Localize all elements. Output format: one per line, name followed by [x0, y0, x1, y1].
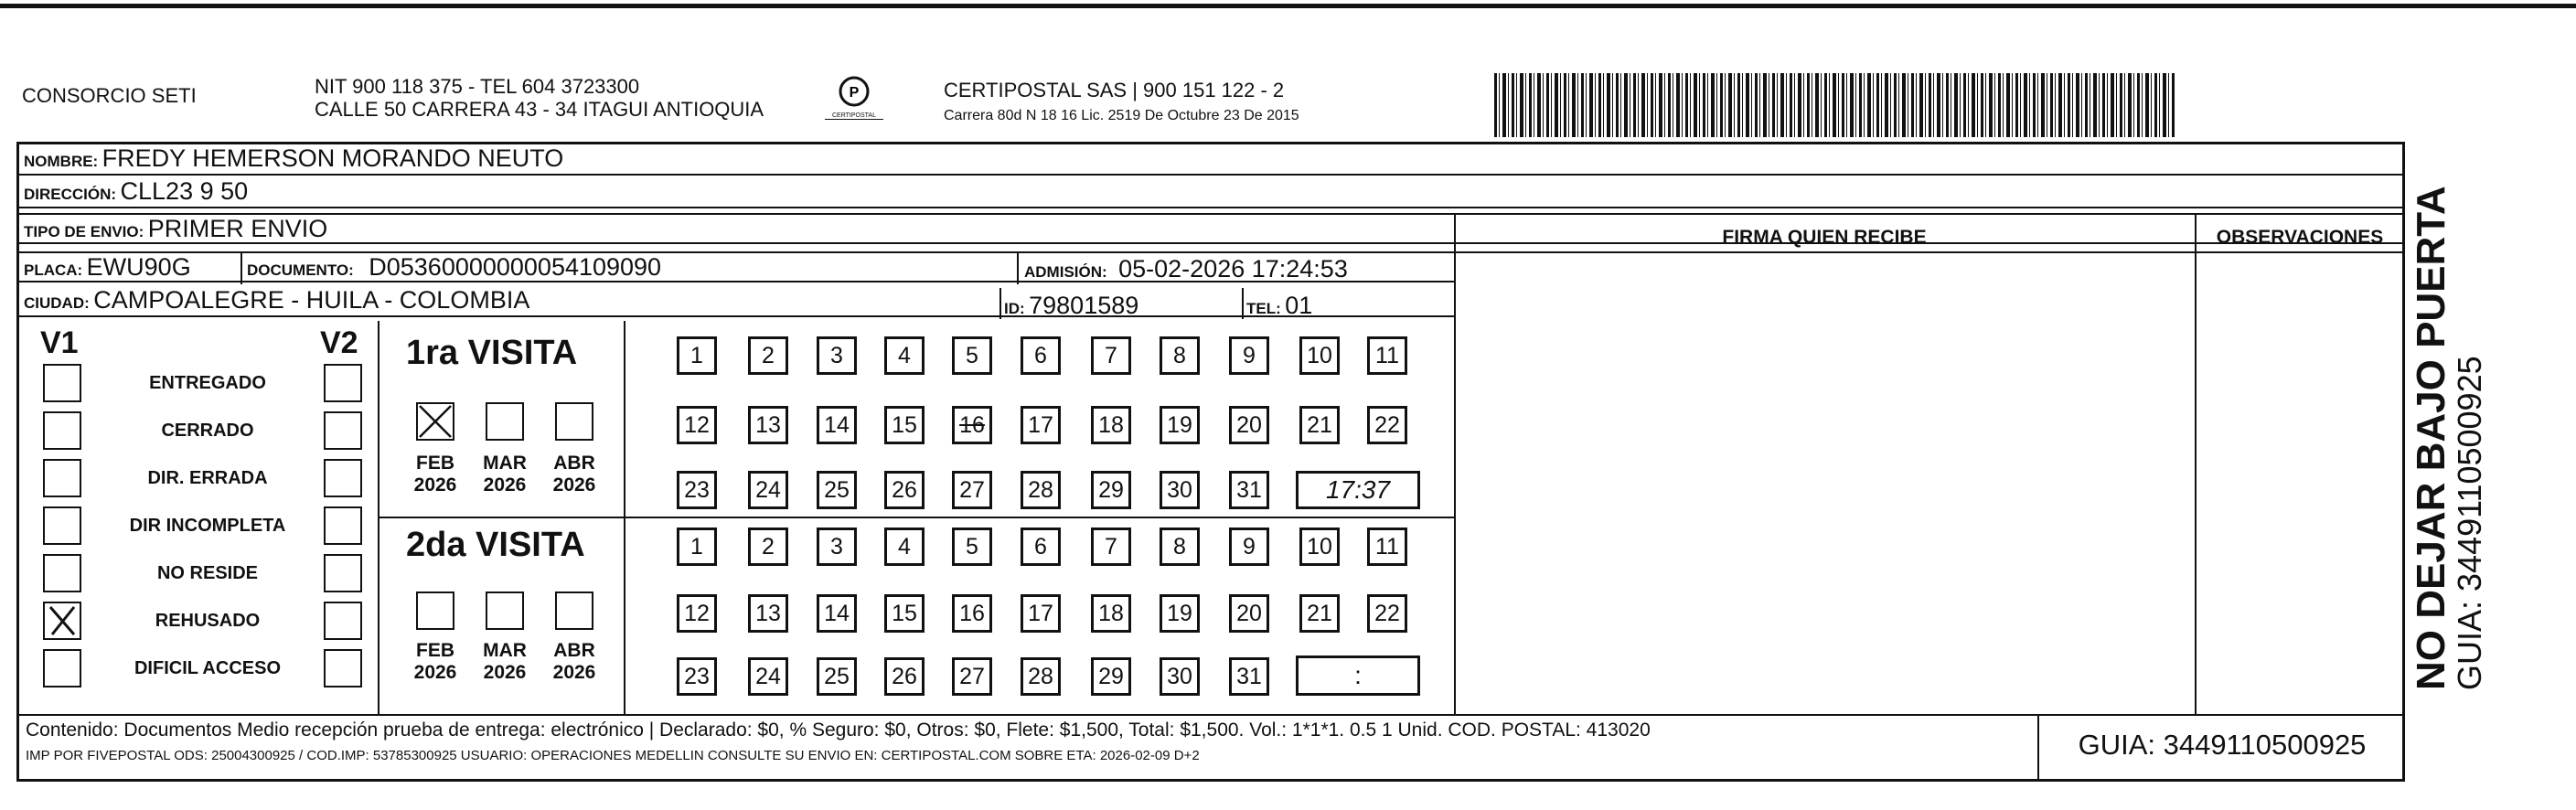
day-box[interactable]: 23 [677, 657, 717, 696]
placa-divider [240, 253, 242, 284]
day-box[interactable]: 8 [1160, 336, 1200, 375]
admision-value: 05-02-2026 17:24:53 [1118, 255, 1348, 282]
v2-checkbox[interactable] [324, 411, 362, 450]
certi-line-2: Carrera 80d N 18 16 Lic. 2519 De Octubre 23 De 2015 [944, 108, 1299, 123]
tipo-label: TIPO DE ENVIO: [24, 223, 144, 240]
day-box[interactable]: 18 [1091, 594, 1131, 633]
month-label [547, 453, 602, 496]
month-year: 2026 [483, 662, 527, 683]
day-box[interactable]: 29 [1091, 471, 1131, 509]
row-ciudad [16, 286, 1454, 317]
status-divider [378, 321, 379, 716]
documento-value: D05360000000054109090 [369, 253, 662, 281]
day-box[interactable]: 27 [952, 471, 992, 509]
day-box[interactable]: 17 [1021, 406, 1061, 444]
ciudad-value: CAMPOALEGRE - HUILA - COLOMBIA [93, 286, 530, 314]
day-box[interactable]: 16 [952, 406, 992, 444]
month-year: 2026 [483, 474, 527, 496]
nit-line-2: CALLE 50 CARRERA 43 - 34 ITAGUI ANTIOQUIA [315, 98, 764, 121]
month-checkbox[interactable] [486, 592, 524, 630]
day-box[interactable]: 2 [748, 528, 788, 566]
day-box[interactable]: 31 [1229, 471, 1269, 509]
day-box[interactable]: 23 [677, 471, 717, 509]
months-divider [624, 321, 625, 716]
day-box[interactable]: 3 [817, 336, 857, 375]
v2-checkbox[interactable] [324, 364, 362, 402]
barcode [1494, 73, 2176, 137]
tipo-value: PRIMER ENVIO [147, 215, 328, 242]
status-label: REHUSADO [155, 611, 261, 631]
month-checkbox[interactable] [416, 592, 454, 630]
svg-text:P: P [849, 85, 860, 101]
month-label [408, 640, 463, 684]
admision-field [1024, 255, 1348, 283]
month-year: 2026 [552, 662, 596, 683]
top-border [0, 4, 2576, 8]
direccion-value: CLL23 9 50 [120, 177, 249, 205]
day-box[interactable]: 12 [677, 406, 717, 444]
month-name: FEB [416, 453, 454, 474]
v2-checkbox[interactable] [324, 459, 362, 497]
id-value: 79801589 [1029, 292, 1139, 319]
month-name: FEB [416, 640, 454, 661]
firma-column-divider [1454, 215, 1456, 716]
month-label [547, 640, 602, 684]
side-line-1: NO DEJAR BAJO PUERTA [2409, 186, 2453, 690]
footer-guia: GUIA: 3449110500925 [2078, 729, 2367, 761]
day-box[interactable]: 24 [748, 471, 788, 509]
certi-line-1: CERTIPOSTAL SAS | 900 151 122 - 2 [944, 79, 1285, 101]
day-box[interactable]: 20 [1229, 406, 1269, 444]
status-label: DIR INCOMPLETA [129, 516, 286, 536]
month-name: MAR [483, 640, 527, 661]
admision-divider [1017, 253, 1019, 284]
month-checkbox[interactable] [555, 592, 593, 630]
day-box[interactable]: 8 [1160, 528, 1200, 566]
month-name: ABR [553, 453, 595, 474]
tel-divider [1242, 288, 1244, 319]
day-box[interactable]: 13 [748, 406, 788, 444]
second-visit-title: 2da VISITA [406, 526, 585, 564]
v2-checkbox[interactable] [324, 649, 362, 687]
day-box[interactable]: 5 [952, 528, 992, 566]
day-box[interactable]: 6 [1021, 336, 1061, 375]
id-label: ID: [1004, 300, 1025, 317]
status-label: ENTREGADO [149, 373, 266, 393]
day-box[interactable]: 16 [952, 594, 992, 633]
nit-line-1: NIT 900 118 375 - TEL 604 3723300 [315, 75, 640, 98]
v2-checkbox[interactable] [324, 506, 362, 545]
status-label: NO RESIDE [156, 563, 259, 583]
day-box[interactable]: 3 [817, 528, 857, 566]
day-box[interactable]: 14 [817, 594, 857, 633]
v1-checkbox[interactable] [43, 411, 81, 450]
day-box[interactable]: 15 [884, 406, 925, 444]
day-box[interactable]: 21 [1299, 594, 1340, 633]
month-year: 2026 [552, 474, 596, 496]
second-visit-time: : [1296, 655, 1420, 696]
observaciones-column-divider [2195, 215, 2197, 716]
v1-checkbox[interactable] [43, 602, 81, 640]
day-box[interactable]: 19 [1160, 406, 1200, 444]
day-box[interactable]: 5 [952, 336, 992, 375]
documento-label: DOCUMENTO: [247, 261, 354, 279]
day-box[interactable]: 7 [1091, 336, 1131, 375]
day-box[interactable]: 10 [1299, 336, 1340, 375]
day-box[interactable]: 9 [1229, 528, 1269, 566]
month-year: 2026 [413, 662, 457, 683]
observaciones-header: OBSERVACIONES [2216, 227, 2384, 248]
day-box[interactable]: 29 [1091, 657, 1131, 696]
v2-checkbox[interactable] [324, 602, 362, 640]
day-box[interactable]: 22 [1367, 594, 1407, 633]
day-box[interactable]: 11 [1367, 528, 1407, 566]
day-box[interactable]: 7 [1091, 528, 1131, 566]
direccion-label: DIRECCIÓN: [24, 186, 117, 203]
admision-label: ADMISIÓN: [1024, 263, 1107, 281]
ciudad-label: CIUDAD: [24, 294, 90, 312]
row-nombre [16, 144, 2405, 176]
day-box[interactable]: 26 [884, 471, 925, 509]
day-box[interactable]: 1 [677, 336, 717, 375]
day-box[interactable]: 30 [1160, 471, 1200, 509]
side-notice [2409, 142, 2488, 690]
v2-checkbox[interactable] [324, 554, 362, 592]
day-box[interactable]: 4 [884, 336, 925, 375]
status-label: DIFICIL ACCESO [134, 658, 281, 678]
day-box[interactable]: 4 [884, 528, 925, 566]
day-box[interactable]: 24 [748, 657, 788, 696]
day-box[interactable]: 26 [884, 657, 925, 696]
id-field [1004, 292, 1138, 320]
day-box[interactable]: 18 [1091, 406, 1131, 444]
day-box[interactable]: 1 [677, 528, 717, 566]
v1-checkbox[interactable] [43, 649, 81, 687]
footer-line-1: Contenido: Documentos Medio recepción prueba de entrega: electrónico | Declarado: $0, % Seguro: $0, Otros: $0, Flete: $1,500, Total: $1,500. Vol.: 1*1*1. 0.5 1 Unid. COD. POSTAL: 413020 [26, 719, 1651, 741]
month-name: ABR [553, 640, 595, 661]
placa-label: PLACA: [24, 261, 83, 279]
documento-field [247, 253, 661, 282]
v1-checkbox[interactable] [43, 364, 81, 402]
first-visit-time: 17:37 [1296, 471, 1420, 509]
month-label [477, 453, 532, 496]
footer-line-2: IMP POR FIVEPOSTAL ODS: 25004300925 / COD.IMP: 53785300925 USUARIO: OPERACIONES MEDELLIN CONSULTE SU ENVIO EN: CERTIPOSTAL.COM SOBRE ETA: 2026-02-09 D+2 [26, 748, 1200, 763]
v1-checkbox[interactable] [43, 506, 81, 545]
day-box[interactable]: 27 [952, 657, 992, 696]
v1-checkbox[interactable] [43, 459, 81, 497]
v1-checkbox[interactable] [43, 554, 81, 592]
day-box[interactable]: 28 [1021, 657, 1061, 696]
day-box[interactable]: 9 [1229, 336, 1269, 375]
visit-separator [379, 517, 1454, 518]
month-label [477, 640, 532, 684]
day-box[interactable]: 2 [748, 336, 788, 375]
day-box[interactable]: 14 [817, 406, 857, 444]
month-label [408, 453, 463, 496]
day-box[interactable]: 17 [1021, 594, 1061, 633]
v2-label: V2 [320, 325, 358, 360]
day-box[interactable]: 20 [1229, 594, 1269, 633]
id-divider [999, 288, 1001, 319]
day-box[interactable]: 30 [1160, 657, 1200, 696]
month-checkbox[interactable] [486, 402, 524, 441]
tel-field [1246, 292, 1312, 320]
nombre-label: NOMBRE: [24, 153, 99, 170]
month-checkbox[interactable] [416, 402, 454, 441]
day-box[interactable]: 12 [677, 594, 717, 633]
row-direccion [16, 177, 2405, 208]
firma-header: FIRMA QUIEN RECIBE [1722, 227, 1927, 248]
status-label: DIR. ERRADA [147, 468, 268, 488]
month-year: 2026 [413, 474, 457, 496]
certipostal-logo: P CERTIPOSTAL [825, 75, 883, 121]
v1-label: V1 [40, 325, 79, 360]
day-box[interactable]: 15 [884, 594, 925, 633]
columns-header-line [1454, 251, 2405, 253]
day-box[interactable]: 6 [1021, 528, 1061, 566]
day-box[interactable]: 22 [1367, 406, 1407, 444]
day-box[interactable]: 31 [1229, 657, 1269, 696]
day-box[interactable]: 13 [748, 594, 788, 633]
month-name: MAR [483, 453, 527, 474]
nombre-value: FREDY HEMERSON MORANDO NEUTO [102, 144, 564, 172]
day-box[interactable]: 28 [1021, 471, 1061, 509]
day-box[interactable]: 11 [1367, 336, 1407, 375]
day-box[interactable]: 19 [1160, 594, 1200, 633]
day-box[interactable]: 21 [1299, 406, 1340, 444]
tel-label: TEL: [1246, 300, 1281, 317]
day-box[interactable]: 25 [817, 471, 857, 509]
footer-top-line [16, 714, 2405, 716]
day-box[interactable]: 10 [1299, 528, 1340, 566]
month-checkbox[interactable] [555, 402, 593, 441]
company-name: CONSORCIO SETI [22, 84, 197, 107]
tel-value: 01 [1285, 292, 1313, 319]
status-label: CERRADO [161, 421, 254, 441]
first-visit-title: 1ra VISITA [406, 334, 578, 372]
placa-value: EWU90G [86, 253, 191, 281]
day-box[interactable]: 25 [817, 657, 857, 696]
side-line-2: GUIA: 3449110500925 [2451, 356, 2488, 690]
